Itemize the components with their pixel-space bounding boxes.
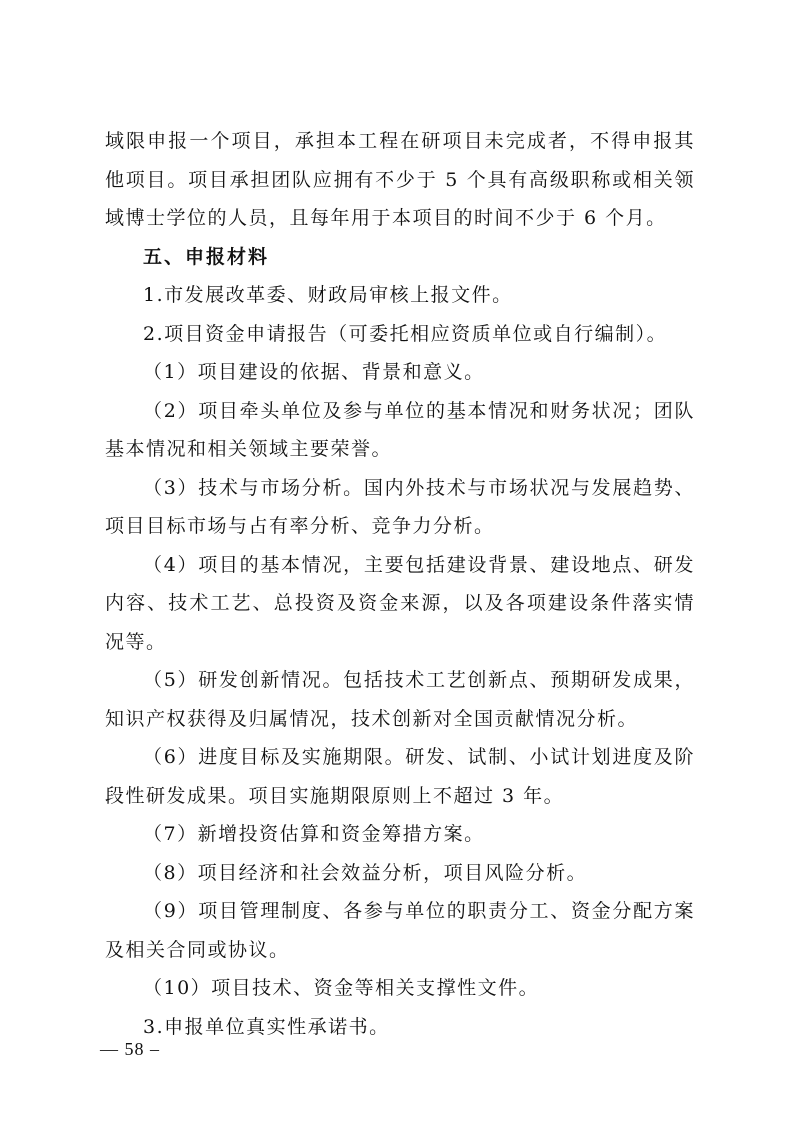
- list-item: （10）项目技术、资金等相关支撑性文件。: [143, 977, 540, 999]
- list-item: （4）项目的基本情况，主要包括建设背景、建设地点、研发内容、技术工艺、总投资及资金来源，以及各项建设条件落实情况等。: [105, 553, 695, 653]
- paragraph-continuation: 域限申报一个项目，承担本工程在研项目未完成者，不得申报其他项目。项目承担团队应拥有不少于 5 个具有高级职称或相关领域博士学位的人员，且每年用于本项目的时间不少于 6 个月。: [105, 130, 695, 229]
- list-item: （5）研发创新情况。包括技术工艺创新点、预期研发成果，知识产权获得及归属情况，技术创新对全国贡献情况分析。: [105, 669, 695, 730]
- section-heading: 五、申报材料: [143, 245, 270, 268]
- list-item: （6）进度目标及实施期限。研发、试制、小试计划进度及阶段性研发成果。项目实施期限原则上不超过 3 年。: [105, 746, 695, 807]
- list-item: （2）项目牵头单位及参与单位的基本情况和财务状况；团队基本情况和相关领域主要荣誉。: [105, 399, 695, 460]
- list-item: 2.项目资金申请报告（可委托相应资质单位或自行编制）。: [143, 322, 668, 345]
- list-item: （3）技术与市场分析。国内外技术与市场状况与发展趋势、项目目标市场与占有率分析、竞争力分析。: [105, 476, 695, 537]
- list-item: （7）新增投资估算和资金筹措方案。: [143, 823, 485, 845]
- list-item: （8）项目经济和社会效益分析，项目风险分析。: [143, 861, 588, 884]
- list-item: 1.市发展改革委、财政局审核上报文件。: [143, 284, 513, 306]
- list-item: （1）项目建设的依据、背景和意义。: [143, 361, 485, 383]
- list-item: （9）项目管理制度、各参与单位的职责分工、资金分配方案及相关合同或协议。: [105, 900, 695, 961]
- list-item: 3.申报单位真实性承诺书。: [143, 1015, 390, 1038]
- document-body: [105, 122, 695, 1046]
- page-number: — 58 –: [100, 1039, 160, 1059]
